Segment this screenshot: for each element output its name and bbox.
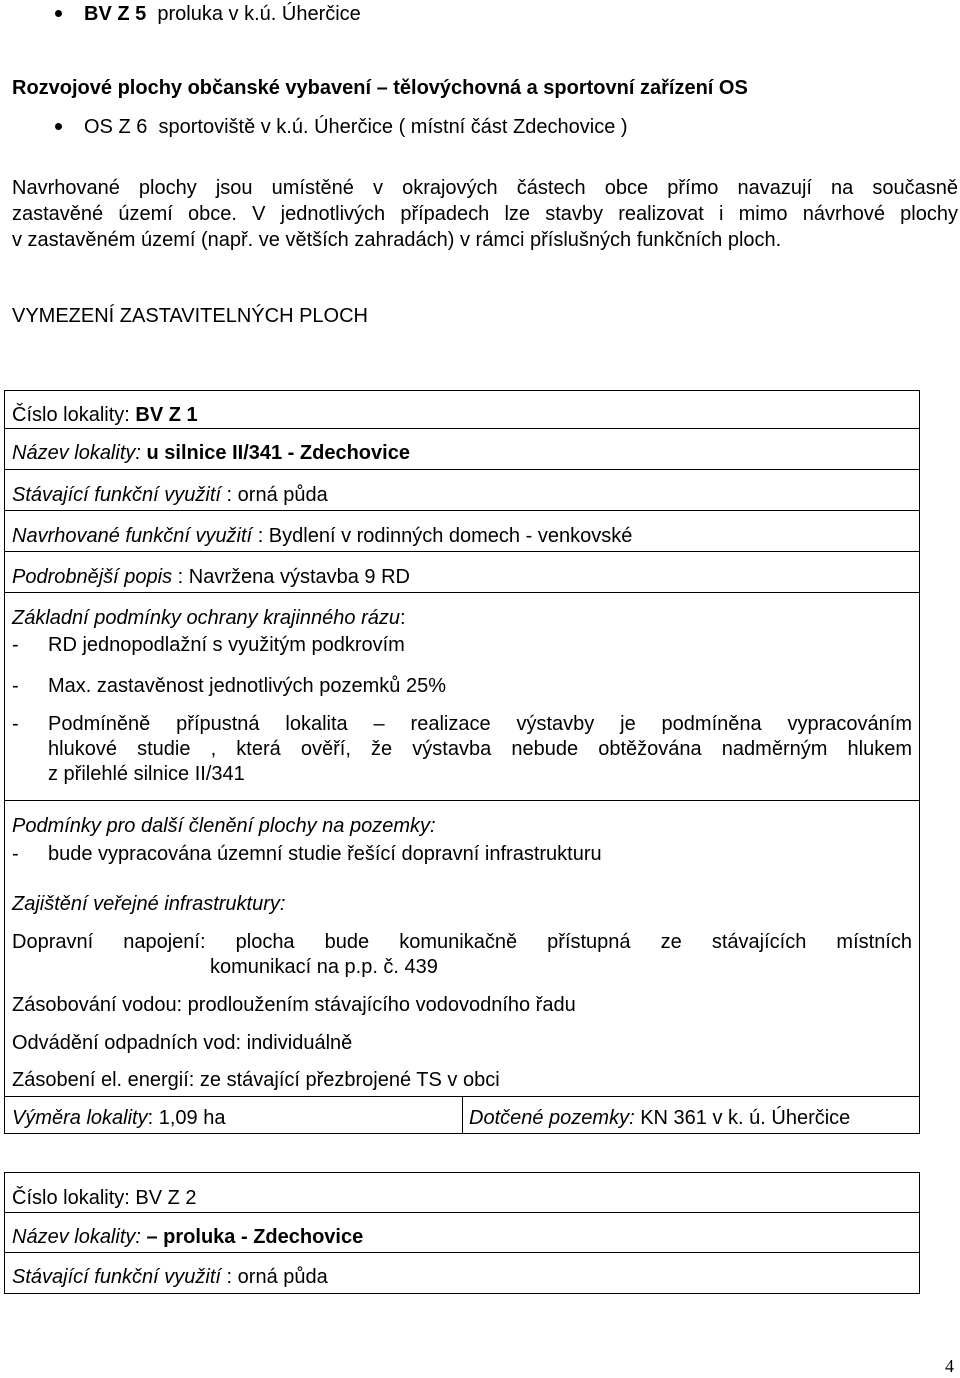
dotcene-pozemky-label: Dotčené pozemky: (469, 1107, 635, 1129)
navrhovane-vyuziti-value: : Bydlení v rodinných domech - venkovské (257, 525, 633, 547)
table-row-divider (4, 469, 920, 470)
stavajici-vyuziti-value: : orná půda (226, 484, 328, 506)
bullet-item-bv-z5 (84, 2, 361, 26)
navrhovane-vyuziti-row (12, 524, 632, 548)
nazev-lokality-row (12, 441, 410, 465)
list-item-text: z přilehlé silnice II/341 (48, 763, 245, 785)
nazev-lokality-label: Název lokality: (12, 442, 141, 464)
cislo-lokality-value: BV Z 2 (135, 1187, 197, 1209)
paragraph-line: zastavěné území obce. V jednotlivých případech lze stavby realizovat i mimo návrhové plochy (12, 203, 958, 225)
bullet-marker (55, 10, 62, 17)
bullet-text: proluka v k.ú. Úherčice (157, 3, 361, 25)
dopravni-napojeni: Dopravní napojení: plocha bude komunikačně přístupná ze stávajících místních (12, 931, 912, 953)
dopravni-napojeni-cont: komunikací na p.p. č. 439 (210, 956, 438, 978)
table-row-divider (4, 1252, 920, 1253)
dotcene-pozemky-value: KN 361 v k. ú. Úherčice (640, 1107, 851, 1129)
nazev-lokality-value: u silnice II/341 - Zdechovice (146, 442, 410, 464)
cislo-lokality-label: Číslo lokality: (12, 404, 130, 426)
vymera-lokality-label: Výměra lokality (12, 1107, 148, 1129)
dotcene-pozemky-cell (469, 1106, 850, 1130)
page-number: 4 (945, 1356, 954, 1376)
zasobeni-el-energii: Zásobení el. energií: ze stávající přezbrojené TS v obci (12, 1069, 500, 1091)
zajisteni-infrastruktury-label: Zajištění veřejné infrastruktury: (12, 893, 286, 915)
cislo-lokality-value: BV Z 1 (135, 404, 198, 426)
list-dash: - (12, 634, 19, 656)
paragraph-line: Navrhované plochy jsou umístěné v okrajových částech obce přímo navazují na současně (12, 177, 958, 199)
list-item-text: bude vypracována územní studie řešící dopravní infrastrukturu (48, 843, 602, 865)
table-row-divider (4, 428, 920, 429)
list-dash: - (12, 843, 19, 865)
bullet-code: OS Z 6 (84, 116, 148, 138)
stavajici-vyuziti-row (12, 483, 328, 507)
podrobnejsi-popis-label: Podrobnější popis (12, 566, 173, 588)
table-col-divider (462, 1096, 463, 1134)
bullet-code: BV Z 5 (84, 3, 147, 25)
list-item-text: Max. zastavěnost jednotlivých pozemků 25% (48, 675, 446, 697)
list-item (12, 712, 48, 736)
bullet-item-os-z6 (84, 115, 628, 139)
podrobnejsi-popis-row (12, 565, 410, 589)
list-item (12, 633, 405, 657)
list-item-text: Podmíněně přípustná lokalita – realizace výstavby je podmíněna vypracováním (48, 713, 912, 735)
bullet-marker (55, 123, 62, 130)
cislo-lokality-row (12, 1186, 197, 1210)
nazev-lokality-row (12, 1225, 363, 1249)
list-dash: - (12, 713, 19, 735)
cislo-lokality-label: Číslo lokality: (12, 1187, 130, 1209)
list-item (12, 674, 446, 698)
label-colon: : (400, 607, 406, 629)
heading-os: Rozvojové plochy občanské vybavení – tělovýchovná a sportovní zařízení OS (12, 77, 748, 99)
zakladni-podminky-label: Základní podmínky ochrany krajinného rázu (12, 607, 400, 629)
vymera-lokality-cell (12, 1106, 225, 1130)
bullet-text: sportoviště v k.ú. Úherčice ( místní část Zdechovice ) (158, 116, 628, 138)
navrhovane-vyuziti-label: Navrhované funkční využití (12, 525, 253, 547)
podminky-cleneni-label: Podmínky pro další členění plochy na pozemky: (12, 815, 436, 837)
stavajici-vyuziti-value: : orná půda (226, 1266, 328, 1288)
stavajici-vyuziti-label: Stávající funkční využití (12, 484, 221, 506)
list-item (12, 842, 602, 866)
list-item-text: RD jednopodlažní s využitým podkrovím (48, 634, 405, 656)
table-row-divider (4, 800, 920, 801)
cislo-lokality-row (12, 403, 198, 427)
list-dash: - (12, 675, 19, 697)
table-row-divider (4, 1212, 920, 1213)
table-row-divider (4, 592, 920, 593)
table-row-divider (4, 510, 920, 511)
nazev-lokality-label: Název lokality: (12, 1226, 141, 1248)
vymera-lokality-value: : 1,09 ha (147, 1107, 226, 1129)
stavajici-vyuziti-row (12, 1265, 328, 1289)
odvadeni-vod: Odvádění odpadních vod: individuálně (12, 1032, 353, 1054)
table-row-divider (4, 551, 920, 552)
list-item-text: hlukové studie , která ověří, že výstavba nebude obtěžována nadměrným hlukem (48, 738, 912, 760)
zasobovani-vodou: Zásobování vodou: prodloužením stávajícího vodovodního řadu (12, 994, 576, 1016)
podrobnejsi-popis-value: : Navržena výstavba 9 RD (177, 566, 410, 588)
section-title: VYMEZENÍ ZASTAVITELNÝCH PLOCH (12, 305, 368, 327)
zakladni-podminky-label-row (12, 606, 406, 630)
nazev-lokality-value: – proluka - Zdechovice (146, 1226, 364, 1248)
stavajici-vyuziti-label: Stávající funkční využití (12, 1266, 221, 1288)
paragraph-line: v zastavěném území (např. ve větších zahradách) v rámci příslušných funkčních ploch. (12, 229, 782, 251)
